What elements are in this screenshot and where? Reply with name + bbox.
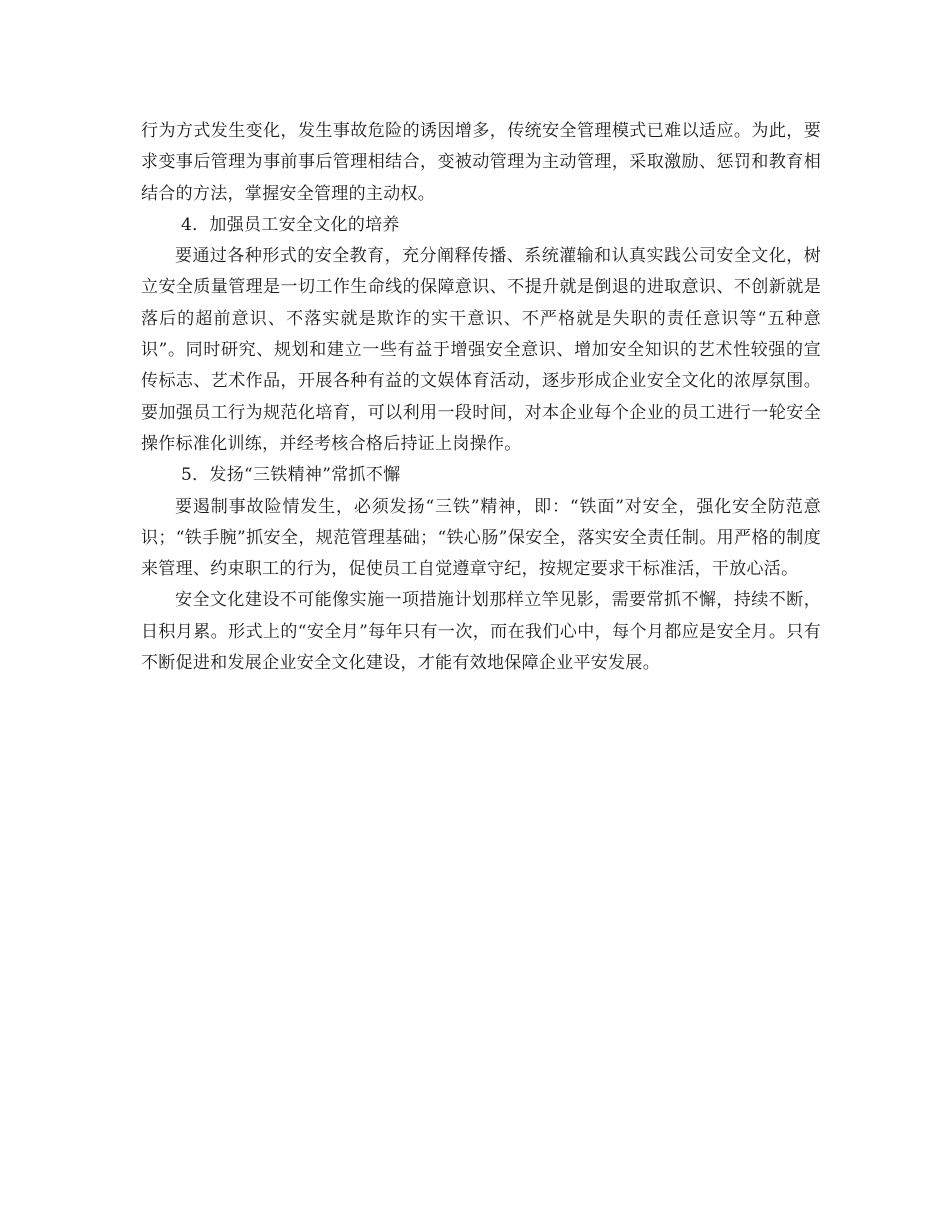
section-heading-5: 5．发扬“三铁精神”常抓不懈 <box>181 465 401 486</box>
paragraph-safety-culture: 要通过各种形式的安全教育，充分阐释传播、系统灌输和认真实践公司安全文化，树立安全质量管理是一切工作生命线的保障意识、不提升就是倒退的进取意识、不创新就是落后的超前意识、不落实就是欺诈的实干意识、不严格就是失职的责任意识等“五种意识”。同时研究、规划和建立一些有益于增强安全意识、增加安全知识的艺术性较强的宣传标志、艺术作品，开展各种有益的文娱体育活动，逐步形成企业安全文化的浓厚氛围。要加强员工行为规范化培育，可以利用一段时间，对本企业每个企业的员工进行一轮安全操作标准化训练，并经考核合格后持证上岗操作。 <box>141 246 821 454</box>
section-heading-4: 4．加强员工安全文化的培养 <box>181 214 400 235</box>
paragraph-continuation: 行为方式发生变化，发生事故危险的诱因增多，传统安全管理模式已难以适应。为此，要求变事后管理为事前事后管理相结合，变被动管理为主动管理，采取激励、惩罚和教育相结合的方法，掌握安全管理的主动权。 <box>141 121 821 204</box>
paragraph-three-iron-spirit: 要遏制事故险情发生，必须发扬“三铁”精神，即：“铁面”对安全，强化安全防范意识；“铁手腕”抓安全，规范管理基础；“铁心肠”保安全，落实安全责任制。用严格的制度来管理、约束职工的行为，促使员工自觉遵章守纪，按规定要求干标准活，干放心活。 <box>141 496 821 580</box>
document-body <box>141 116 821 679</box>
paragraph-conclusion: 安全文化建设不可能像实施一项措施计划那样立竿见影，需要常抓不懈，持续不断，日积月累。形式上的“安全月”每年只有一次，而在我们心中，每个月都应是安全月。只有不断促进和发展企业安全文化建设，才能有效地保障企业平安发展。 <box>141 590 821 674</box>
